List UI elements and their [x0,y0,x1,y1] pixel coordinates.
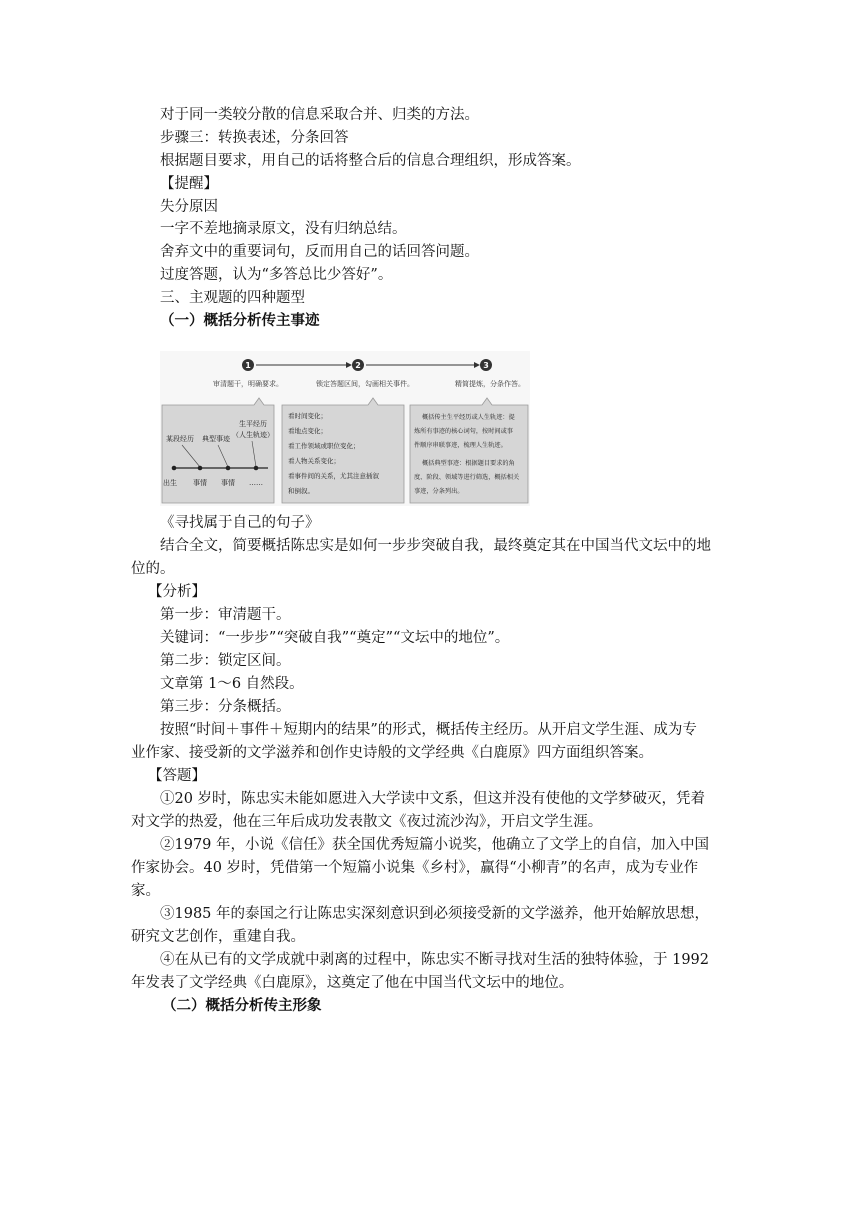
text-line: 步骤三：转换表述，分条回答 [160,130,349,146]
step-number: 1 [245,361,251,370]
box3-line: 度、阶段、领域等进行筛选，概括相关 [414,474,520,481]
section-heading: 【提醒】 [160,176,218,192]
text-line: 第二步：锁定区间。 [160,653,291,669]
step-caption: 审清题干，明确要求。 [213,380,283,388]
section-heading: 三、主观题的四种题型 [160,290,305,306]
subsection-heading: （二）概括分析传主形象 [162,998,322,1014]
step-2 [352,359,364,371]
text-line: 舍弃文中的重要词句，反而用自己的话回答问题。 [160,244,479,260]
answer-item: ③1985 年的泰国之行让陈忠实深刻意识到必须接受新的文学滋养，他开始解放思想， [160,906,710,922]
timeline-dot [198,466,203,471]
method-diagram [160,351,530,506]
box2-line: 看事件间的关系，尤其注意插叙 [288,472,379,480]
answer-item: ②1979 年，小说《信任》获全国优秀短篇小说奖，他确立了文学上的自信，加入中国 [160,837,710,853]
box-life-timeline [162,398,274,503]
text-line: 关键词：“一步步”“突破自我”“奠定”“文坛中的地位”。 [160,630,510,646]
text-line: 按照“时间＋事件＋短期内的结果”的形式，概括传主经历。从开启文学生涯、成为专 [160,722,697,738]
section-heading: 【分析】 [148,584,206,600]
box-locate-events [282,398,404,503]
box2-line: 看人物关系变化； [288,457,340,465]
text-line: 失分原因 [160,199,218,215]
subsection-heading: （一）概括分析传主事迹 [160,313,320,329]
step-caption: 精简提炼，分条作答。 [455,380,525,388]
box1-label: 典型事迹 [202,435,230,443]
box1-label: 某段经历 [166,435,194,443]
box3-line: 事迹，分条列出。 [414,488,464,495]
timeline-label: 事情 [193,479,207,487]
text-line: 根据题目要求，用自己的话将整合后的信息合理组织，形成答案。 [160,153,581,169]
text-line: 业作家、接受新的文学滋养和创作史诗般的文学经典《白鹿原》四方面组织答案。 [131,745,653,761]
box3-line: 概括典型事迹：根据题目要求的角 [422,460,515,467]
text-line: 年发表了文学经典《白鹿原》，这奠定了他在中国当代文坛中的地位。 [131,975,574,991]
box1-top-label: 生平经历 [239,420,267,428]
timeline-label: 事情 [221,479,235,487]
step-number: 3 [483,361,489,370]
step-number: 2 [355,361,361,370]
text-line: 第三步：分条概括。 [160,699,291,715]
text-line: 一字不差地摘录原文，没有归纳总结。 [160,221,407,237]
box2-line: 看时间变化； [288,412,327,420]
timeline-dot [226,466,231,471]
text-line: 文章第 1～6 自然段。 [160,676,304,692]
text-line: 家。 [131,883,160,899]
step-1 [242,359,254,371]
box2-line: 看工作领域或职位变化； [288,442,360,450]
section-heading: 【答题】 [148,768,206,784]
box3-line: 炼所有事迹的核心词句，按时间或事 [414,428,513,435]
box1-top-label: （人生轨迹） [232,431,274,439]
box2-line: 看地点变化； [288,427,327,435]
step-3 [480,359,492,371]
text-line: 作家协会。40 岁时，凭借第一个短篇小说集《乡村》，赢得“小柳青”的名声，成为专业作 [131,860,699,876]
box-summarize [410,398,528,503]
text-line: 研究文艺创作，重建自我。 [131,929,305,945]
timeline-label: …… [249,479,263,487]
text-line: 过度答题，认为“多答总比少答好”。 [160,267,393,283]
timeline-dot [172,466,177,471]
text-line: 对于同一类较分散的信息采取合并、归类的方法。 [160,107,479,123]
box3-line: 件顺序串联事迹，梳理人生轨迹。 [414,442,507,449]
answer-item: ①20 岁时，陈忠实未能如愿进入大学读中文系，但这并没有使他的文学梦破灭，凭着 [160,791,706,807]
text-line: 第一步：审清题干。 [160,607,291,623]
step-caption: 锁定答题区间，勾画相关事件。 [316,380,414,388]
answer-item: ④在从已有的文学成就中剥离的过程中，陈忠实不断寻找对生活的独特体验，于 1992 [160,952,710,968]
article-title: 《寻找属于自己的句子》 [160,515,320,531]
timeline-dot [254,466,259,471]
box2-line: 和倒叙。 [288,487,314,495]
box3-line: 概括传主生平经历或人生轨迹：提 [422,414,515,421]
timeline-label: 出生 [163,479,177,487]
text-line: 对文学的热爱，他在三年后成功发表散文《夜过流沙沟》，开启文学生涯。 [131,814,603,830]
text-line: 结合全文，简要概括陈忠实是如何一步步突破自我，最终奠定其在中国当代文坛中的地 [160,538,711,554]
text-line: 位的。 [131,561,175,577]
